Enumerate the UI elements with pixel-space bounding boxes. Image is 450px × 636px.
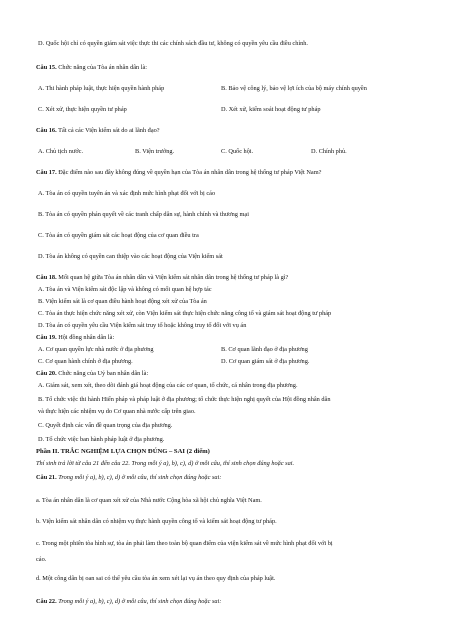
part2-title: Phần II. TRẮC NGHIỆM LỰA CHỌN ĐÚNG – SAI (2 điểm)	[36, 448, 210, 455]
q21-item-c-line2: cáo.	[36, 556, 47, 563]
q14-option-d: D. Quốc hội chỉ có quyền giám sát việc thực thi các chính sách đầu tư, không có quyền yêu cầu điều chỉnh.	[38, 40, 308, 47]
q15-option-c: C. Xét xử, thực hiện quyền tư pháp	[38, 106, 127, 113]
q15-option-a: A. Thi hành pháp luật, thực hiện quyền hành pháp	[38, 85, 165, 92]
q21-stem	[36, 474, 221, 482]
q20-option-c: C. Quyết định các vấn đề quan trọng của địa phương.	[38, 422, 173, 429]
q16-option-a: A. Chủ tịch nước.	[38, 148, 84, 155]
q21-label: Câu 21.	[36, 474, 57, 481]
q18-option-a: A. Tòa án và Viện kiểm sát độc lập và không có mối quan hệ hợp tác	[38, 286, 212, 293]
q16-option-c: C. Quốc hội.	[221, 148, 254, 155]
q15-option-b: B. Bảo vệ công lý, bảo vệ lợi ích của bộ máy chính quyền	[221, 85, 367, 92]
q18-stem	[36, 274, 288, 282]
q17-stem	[36, 169, 321, 177]
q18-option-c: C. Tòa án thực hiện chức năng xét xử, còn Viện kiểm sát thực hiện chức năng công tố và giám sát hoạt động tư pháp	[38, 310, 332, 317]
q21-instruction: Trong mỗi ý a), b), c), d) ở mỗi câu, thí sinh chọn đúng hoặc sai:	[58, 474, 222, 481]
q19-text: Hội đồng nhân dân là:	[58, 334, 115, 341]
q15-stem	[36, 64, 147, 72]
q17-text: Đặc điểm nào sau đây không đúng về quyền hạn của Tòa án nhân dân trong hệ thống tư pháp Việt Nam?	[58, 169, 322, 176]
q19-option-b: B. Cơ quan lãnh đạo ở địa phương	[221, 346, 308, 353]
q16-option-b: B. Viện trưởng.	[135, 148, 175, 155]
q15-label: Câu 15.	[36, 64, 57, 71]
q16-text: Tất cả các Viện kiểm sát do ai lãnh đạo?	[58, 127, 160, 134]
q17-option-a: A. Tòa án có quyền tuyên án và xác định mức hình phạt đối với bị cáo	[38, 190, 216, 197]
q22-stem	[36, 598, 221, 606]
q19-option-d: D. Cơ quan giám sát ở địa phương.	[221, 358, 310, 365]
q22-label: Câu 22.	[36, 598, 57, 605]
q19-label: Câu 19.	[36, 334, 57, 341]
q20-option-b-line2: và thực hiện các nhiệm vụ do Cơ quan nhà nước cấp trên giao.	[38, 408, 196, 415]
q20-stem	[36, 370, 148, 378]
q18-option-b: B. Viện kiểm sát là cơ quan điều hành hoạt động xét xử của Tòa án	[38, 298, 207, 305]
q22-instruction: Trong mỗi ý a), b), c), d) ở mỗi câu, thí sinh chọn đúng hoặc sai:	[58, 598, 222, 605]
q17-option-b: B. Tòa án có quyền phán quyết về các tranh chấp dân sự, hành chính và thương mại	[38, 211, 249, 218]
q21-item-d: d. Một công dân bị oan sai có thể yêu cầu tòa án xem xét lại vụ án theo quy định của pháp luật.	[36, 575, 276, 582]
q16-label: Câu 16.	[36, 127, 57, 134]
q15-text: Chức năng của Tòa án nhân dân là:	[58, 64, 148, 71]
q18-text: Mối quan hệ giữa Tòa án nhân dân và Viện kiểm sát nhân dân trong hệ thống tư pháp là gì?	[58, 274, 289, 281]
q19-stem	[36, 334, 114, 342]
q20-option-b-line1: B. Tổ chức việc thi hành Hiến pháp và pháp luật ở địa phương; tổ chức thực hiện nghị quyết của Hội đồng nhân dân	[38, 396, 331, 403]
q21-item-b: b. Viện kiểm sát nhân dân có nhiệm vụ thực hành quyền công tố và kiểm sát hoạt động tư pháp.	[36, 518, 277, 525]
q17-option-c: C. Tòa án có quyền giám sát các hoạt động của cơ quan điều tra	[38, 232, 199, 239]
q15-option-d: D. Xét xử, kiểm soát hoạt động tư pháp	[221, 106, 321, 113]
q16-option-d: D. Chính phủ.	[311, 148, 347, 155]
q21-item-a: a. Tòa án nhân dân là cơ quan xét xử của Nhà nước Cộng hòa xã hội chủ nghĩa Việt Nam.	[36, 497, 262, 504]
q20-option-a: A. Giám sát, xem xét, theo dõi đánh giá hoạt động của các cơ quan, tổ chức, cá nhân trong địa phương.	[38, 382, 298, 389]
q20-text: Chức năng của Uỷ ban nhân dân là:	[58, 370, 149, 377]
q16-stem	[36, 127, 160, 135]
q20-option-d: D. Tổ chức việc ban hành pháp luật ở địa phương.	[38, 436, 165, 443]
q18-label: Câu 18.	[36, 274, 57, 281]
q20-label: Câu 20.	[36, 370, 57, 377]
part2-instruction: Thí sinh trả lời từ câu 21 đến câu 22. Trong mỗi ý a), b), c), d) ở mỗi câu, thí sinh chọn đúng hoặc sai.	[36, 460, 295, 467]
q21-item-c-line1: c. Trong một phiên tòa hình sự, tòa án phải làm theo toàn bộ quan điểm của viện kiểm sát về mức hình phạt đối với bị	[36, 540, 333, 547]
q19-option-c: C. Cơ quan hành chính ở địa phương.	[38, 358, 133, 365]
q19-option-a: A. Cơ quan quyền lực nhà nước ở địa phương	[38, 346, 154, 353]
q17-option-d: D. Tòa án không có quyền can thiệp vào các hoạt động của Viện kiểm sát	[38, 253, 223, 260]
q17-label: Câu 17.	[36, 169, 57, 176]
q18-option-d: D. Tòa án có quyền yêu cầu Viện kiểm sát truy tố hoặc không truy tố đối với vụ án	[38, 322, 247, 329]
